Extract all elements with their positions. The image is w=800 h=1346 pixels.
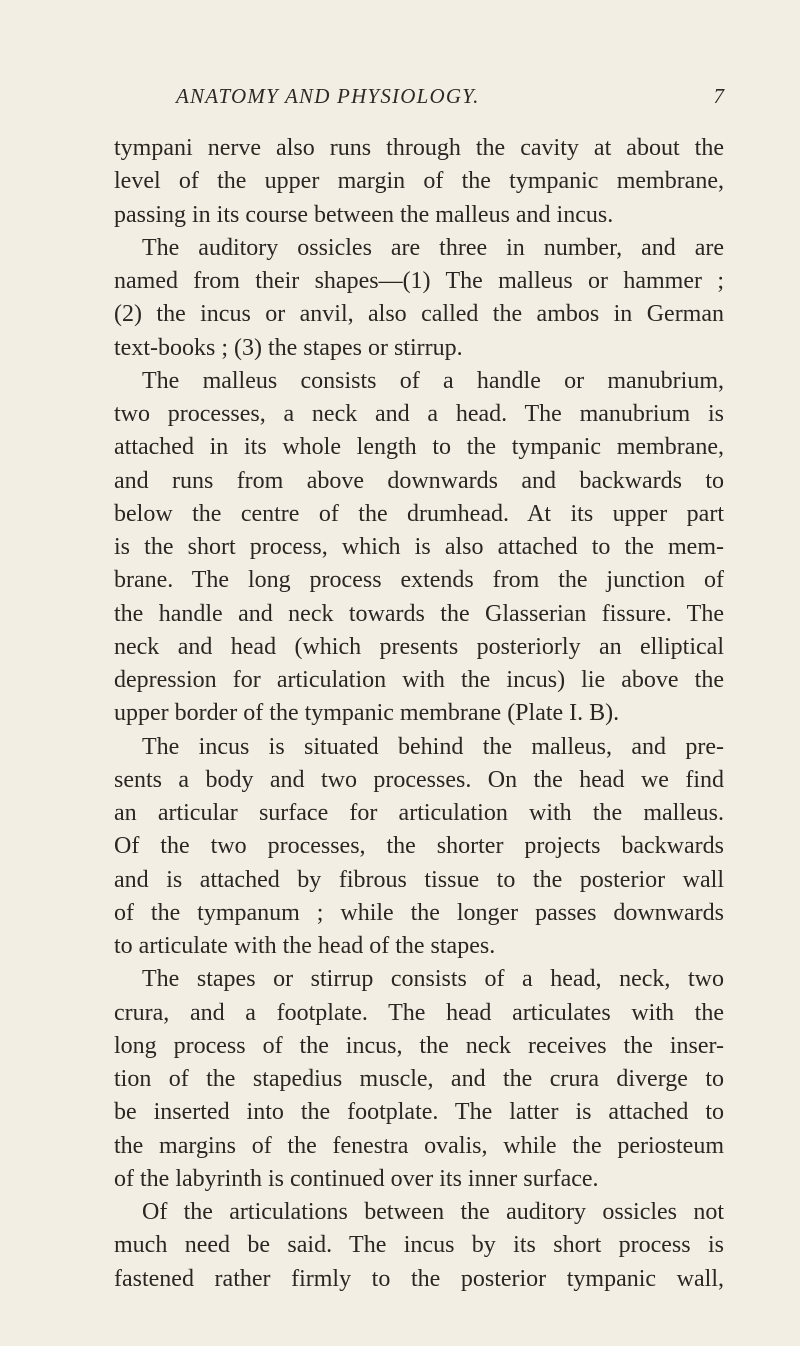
running-head — [114, 82, 724, 110]
text-line: fastened rather firmly to the posterior tympanic wall, — [114, 1265, 724, 1292]
text-line: The malleus consists of a handle or manubrium, — [142, 367, 724, 394]
page-number: 7 — [713, 84, 724, 108]
text-line: crura, and a footplate. The head articulates with the — [114, 999, 724, 1026]
text-line: be inserted into the footplate. The latter is attached to — [114, 1099, 724, 1126]
text-line: level of the upper margin of the tympanic membrane, — [114, 168, 724, 195]
text-line: to articulate with the head of the stapes. — [114, 933, 496, 959]
text-line: The auditory ossicles are three in number, and are — [142, 234, 724, 261]
text-line: Of the two processes, the shorter projects backwards — [114, 833, 724, 860]
text-line: passing in its course between the malleus and incus. — [114, 201, 614, 228]
text-line: attached in its whole length to the tympanic membrane, — [114, 434, 724, 461]
text-line: text-books ; (3) the stapes or stirrup. — [114, 334, 463, 361]
text-line: named from their shapes—(1) The malleus or hammer ; — [114, 268, 724, 294]
text-line: The stapes or stirrup consists of a head, neck, two — [142, 966, 724, 993]
text-line: brane. The long process extends from the junction of — [114, 567, 724, 594]
text-line: (2) the incus or anvil, also called the ambos in German — [114, 301, 724, 328]
text-line: neck and head (which presents posteriorly an elliptical — [114, 633, 724, 660]
text-line: depression for articulation with the incus) lie above the — [114, 667, 724, 693]
text-line: an articular surface for articulation with the malleus. — [114, 800, 724, 826]
text-line: upper border of the tympanic membrane (Plate I. B). — [114, 700, 620, 727]
running-title: ANATOMY AND PHYSIOLOGY. — [176, 84, 480, 108]
body-text — [114, 132, 724, 1296]
text-line: the margins of the fenestra ovalis, while the periosteum — [114, 1132, 724, 1159]
text-line: long process of the incus, the neck receives the inser- — [114, 1032, 724, 1059]
text-line: sents a body and two processes. On the head we find — [114, 766, 724, 793]
text-line: and is attached by fibrous tissue to the posterior wall — [114, 866, 724, 893]
text-line: much need be said. The incus by its short process is — [114, 1232, 724, 1259]
text-line: of the labyrinth is continued over its inner surface. — [114, 1165, 599, 1192]
text-line: tympani nerve also runs through the cavity at about the — [114, 135, 724, 161]
text-line: is the short process, which is also attached to the mem- — [114, 534, 724, 560]
text-line: The incus is situated behind the malleus, and pre- — [142, 733, 724, 760]
text-line: the handle and neck towards the Glasserian fissure. The — [114, 600, 724, 627]
text-line: Of the articulations between the auditory ossicles not — [142, 1199, 724, 1225]
text-line: below the centre of the drumhead. At its upper part — [114, 500, 724, 527]
text-line: two processes, a neck and a head. The manubrium is — [114, 401, 724, 427]
text-line: of the tympanum ; while the longer passes downwards — [114, 899, 724, 926]
text-line: tion of the stapedius muscle, and the crura diverge to — [114, 1066, 724, 1092]
text-line: and runs from above downwards and backwards to — [114, 467, 724, 494]
